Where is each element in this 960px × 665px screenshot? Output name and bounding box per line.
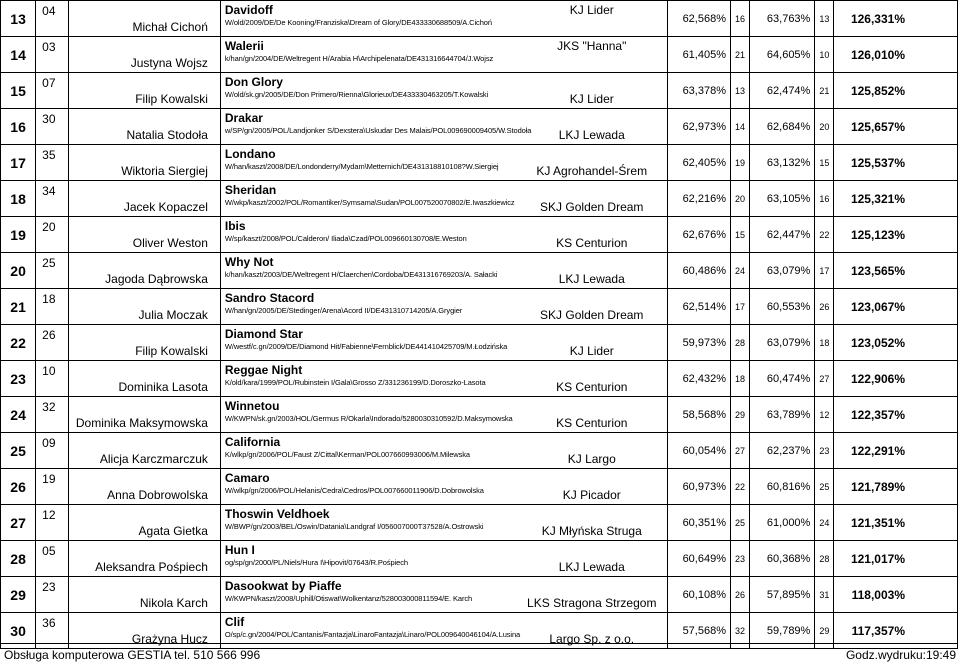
place-cell: 17: [1, 145, 36, 181]
horse-cell: [220, 37, 667, 73]
judge1-rank-cell: 13: [731, 73, 750, 109]
table-row: [1, 181, 958, 217]
judge1-rank-cell: 29: [731, 397, 750, 433]
judge1-score-cell: 60,108%: [667, 577, 730, 613]
judge2-score-cell: 63,763%: [750, 1, 815, 37]
horse-name: Hun I: [224, 543, 255, 557]
horse-name: California: [224, 435, 281, 449]
table-row: [1, 577, 958, 613]
judge2-rank-cell: 25: [815, 469, 834, 505]
horse-pedigree: W/KWPN/sk.gn/2003/HOL/Germus R/Okarla\Indorado/5280030310592/D.Maksymowska: [224, 414, 513, 423]
horse-pedigree: K/old/kara/1999/POL/Rubinstein I/Gala\Grosso Z/331236199/D.Doroszko-Lasota: [224, 378, 486, 387]
total-score-cell: 125,657%: [834, 109, 958, 145]
judge1-score-cell: 60,054%: [667, 433, 730, 469]
club-name: KS Centurion: [556, 236, 628, 250]
judge2-rank-cell: 22: [815, 217, 834, 253]
judge2-rank-cell: 29: [815, 613, 834, 649]
start-number-cell: 09: [36, 433, 69, 469]
total-score-cell: 123,052%: [834, 325, 958, 361]
rider-name-cell: Aleksandra Pośpiech: [69, 541, 221, 577]
start-number-cell: 10: [36, 361, 69, 397]
rider-name-cell: Natalia Stodoła: [69, 109, 221, 145]
horse-cell: [220, 541, 667, 577]
judge1-score-cell: 60,973%: [667, 469, 730, 505]
footer-credit: Obsługa komputerowa GESTIA tel. 510 566 996: [4, 648, 261, 662]
judge1-score-cell: 62,514%: [667, 289, 730, 325]
rider-name-cell: Grażyna Hucz: [69, 613, 221, 649]
rider-name-cell: Filip Kowalski: [69, 73, 221, 109]
place-cell: 16: [1, 109, 36, 145]
total-score-cell: 121,017%: [834, 541, 958, 577]
horse-name: Dasookwat by Piaffe: [224, 579, 342, 593]
judge1-rank-cell: 20: [731, 181, 750, 217]
judge2-score-cell: 64,605%: [750, 37, 815, 73]
results-body: [1, 1, 958, 649]
horse-cell: [220, 145, 667, 181]
table-row: [1, 325, 958, 361]
table-row: [1, 433, 958, 469]
horse-cell: [220, 397, 667, 433]
judge2-score-cell: 63,079%: [750, 253, 815, 289]
judge2-rank-cell: 23: [815, 433, 834, 469]
horse-name: Londano: [224, 147, 276, 161]
judge1-score-cell: 62,568%: [667, 1, 730, 37]
horse-cell: [220, 577, 667, 613]
judge1-score-cell: 59,973%: [667, 325, 730, 361]
judge2-score-cell: 63,132%: [750, 145, 815, 181]
horse-cell: [220, 325, 667, 361]
place-cell: 21: [1, 289, 36, 325]
place-cell: 13: [1, 1, 36, 37]
start-number-cell: 18: [36, 289, 69, 325]
horse-pedigree: W/han/gn/2005/DE/Stedinger/Arena\Acord II/DE431310714205/A.Grygier: [224, 306, 463, 315]
judge1-rank-cell: 24: [731, 253, 750, 289]
horse-name: Ibis: [224, 219, 246, 233]
start-number-cell: 05: [36, 541, 69, 577]
horse-cell: [220, 109, 667, 145]
horse-cell: [220, 469, 667, 505]
horse-name: Winnetou: [224, 399, 280, 413]
horse-name: Diamond Star: [224, 327, 303, 341]
place-cell: 24: [1, 397, 36, 433]
horse-pedigree: w/SP/gn/2005/POL/Landjonker S/Dexstera\Uskudar Des Malais/POL009690009405/W.Stodoła: [224, 126, 532, 135]
judge2-rank-cell: 12: [815, 397, 834, 433]
judge1-rank-cell: 23: [731, 541, 750, 577]
total-score-cell: 117,357%: [834, 613, 958, 649]
judge1-rank-cell: 27: [731, 433, 750, 469]
club-name: SKJ Golden Dream: [540, 308, 644, 322]
total-score-cell: 123,565%: [834, 253, 958, 289]
rider-name-cell: Agata Gietka: [69, 505, 221, 541]
horse-cell: [220, 289, 667, 325]
rider-name-cell: Michał Cichoń: [69, 1, 221, 37]
judge1-score-cell: 62,973%: [667, 109, 730, 145]
start-number-cell: 19: [36, 469, 69, 505]
judge2-rank-cell: 16: [815, 181, 834, 217]
place-cell: 15: [1, 73, 36, 109]
table-row: [1, 37, 958, 73]
start-number-cell: 35: [36, 145, 69, 181]
horse-cell: [220, 181, 667, 217]
rider-name-cell: Jacek Kopaczel: [69, 181, 221, 217]
judge2-rank-cell: 24: [815, 505, 834, 541]
rider-name-cell: Anna Dobrowolska: [69, 469, 221, 505]
start-number-cell: 26: [36, 325, 69, 361]
horse-name: Clif: [224, 615, 245, 629]
table-row: [1, 145, 958, 181]
club-name: KJ Largo: [567, 452, 616, 466]
start-number-cell: 03: [36, 37, 69, 73]
total-score-cell: 118,003%: [834, 577, 958, 613]
rider-name-cell: Julia Moczak: [69, 289, 221, 325]
horse-pedigree: k/han/kaszt/2003/DE/Weltregent H/Claerchen\Cordoba/DE431316769203/A. Sałacki: [224, 270, 498, 279]
club-name: KS Centurion: [556, 380, 628, 394]
judge2-score-cell: 60,368%: [750, 541, 815, 577]
start-number-cell: 20: [36, 217, 69, 253]
table-row: [1, 1, 958, 37]
total-score-cell: 122,291%: [834, 433, 958, 469]
horse-name: Reggae Night: [224, 363, 303, 377]
table-row: [1, 289, 958, 325]
table-row: [1, 253, 958, 289]
total-score-cell: 125,321%: [834, 181, 958, 217]
place-cell: 26: [1, 469, 36, 505]
judge2-score-cell: 63,105%: [750, 181, 815, 217]
club-name: KJ Lider: [569, 3, 614, 17]
table-row: [1, 109, 958, 145]
horse-name: Sheridan: [224, 183, 277, 197]
total-score-cell: 122,906%: [834, 361, 958, 397]
judge2-score-cell: 57,895%: [750, 577, 815, 613]
start-number-cell: 34: [36, 181, 69, 217]
table-row: [1, 505, 958, 541]
horse-cell: [220, 217, 667, 253]
rider-name-cell: Dominika Maksymowska: [69, 397, 221, 433]
total-score-cell: 126,010%: [834, 37, 958, 73]
place-cell: 22: [1, 325, 36, 361]
place-cell: 20: [1, 253, 36, 289]
place-cell: 29: [1, 577, 36, 613]
horse-pedigree: W/KWPN/kaszt/2008/Uphill/Otiswat\Wolkentanz/528003000811594/E. Karch: [224, 594, 473, 603]
table-row: [1, 361, 958, 397]
start-number-cell: 07: [36, 73, 69, 109]
judge2-score-cell: 62,237%: [750, 433, 815, 469]
judge2-rank-cell: 27: [815, 361, 834, 397]
judge1-rank-cell: 21: [731, 37, 750, 73]
total-score-cell: 122,357%: [834, 397, 958, 433]
judge1-score-cell: 60,649%: [667, 541, 730, 577]
start-number-cell: 12: [36, 505, 69, 541]
club-name: Largo Sp. z o.o.: [549, 632, 635, 646]
rider-name-cell: Alicja Karczmarczuk: [69, 433, 221, 469]
judge2-score-cell: 62,474%: [750, 73, 815, 109]
club-name: KJ Lider: [569, 92, 614, 106]
horse-pedigree: O/sp/c.gn/2004/POL/Cantanis/Fantazja\LinaroFantazja\Linaro/POL009640046104/A.Lusina: [224, 630, 521, 639]
judge2-score-cell: 62,447%: [750, 217, 815, 253]
judge1-rank-cell: 15: [731, 217, 750, 253]
horse-name: Walerii: [224, 39, 264, 53]
start-number-cell: 32: [36, 397, 69, 433]
horse-pedigree: W/westf/c.gn/2009/DE/Diamond Hit/Fabienne\Fernblick/DE441410425709/M.Łodzińska: [224, 342, 508, 351]
club-name: LKJ Lewada: [558, 272, 625, 286]
start-number-cell: 04: [36, 1, 69, 37]
start-number-cell: 23: [36, 577, 69, 613]
rider-name-cell: Nikola Karch: [69, 577, 221, 613]
club-name: LKJ Lewada: [558, 128, 625, 142]
place-cell: 18: [1, 181, 36, 217]
place-cell: 27: [1, 505, 36, 541]
rider-name-cell: Filip Kowalski: [69, 325, 221, 361]
judge1-score-cell: 62,432%: [667, 361, 730, 397]
horse-name: Don Glory: [224, 75, 283, 89]
horse-pedigree: W/old/sk.gn/2005/DE/Don Primero/Rienna\Glorieux/DE433330463205/T.Kowalski: [224, 90, 489, 99]
judge1-score-cell: 62,405%: [667, 145, 730, 181]
horse-name: Drakar: [224, 111, 263, 125]
judge1-rank-cell: 22: [731, 469, 750, 505]
rider-name-cell: Jagoda Dąbrowska: [69, 253, 221, 289]
horse-pedigree: k/han/gn/2004/DE/Weltregent H/Arabia H\Archipelenata/DE431316644704/J.Wojsz: [224, 54, 494, 63]
start-number-cell: 25: [36, 253, 69, 289]
club-name: LKS Stragona Strzegom: [527, 596, 657, 610]
judge2-rank-cell: 10: [815, 37, 834, 73]
total-score-cell: 121,789%: [834, 469, 958, 505]
judge1-score-cell: 61,405%: [667, 37, 730, 73]
judge2-rank-cell: 15: [815, 145, 834, 181]
horse-cell: [220, 433, 667, 469]
horse-name: Davidoff: [224, 3, 273, 17]
judge2-score-cell: 62,684%: [750, 109, 815, 145]
print-time: Godz.wydruku:19:49: [845, 648, 956, 662]
judge2-score-cell: 63,079%: [750, 325, 815, 361]
total-score-cell: 121,351%: [834, 505, 958, 541]
judge2-rank-cell: 17: [815, 253, 834, 289]
judge2-score-cell: 60,816%: [750, 469, 815, 505]
judge1-score-cell: 62,216%: [667, 181, 730, 217]
judge1-rank-cell: 14: [731, 109, 750, 145]
judge2-rank-cell: 26: [815, 289, 834, 325]
total-score-cell: 125,123%: [834, 217, 958, 253]
judge1-rank-cell: 19: [731, 145, 750, 181]
judge2-rank-cell: 21: [815, 73, 834, 109]
horse-cell: [220, 1, 667, 37]
club-name: SKJ Golden Dream: [540, 200, 644, 214]
club-name: KJ Lider: [569, 344, 614, 358]
start-number-cell: 30: [36, 109, 69, 145]
judge2-rank-cell: 13: [815, 1, 834, 37]
table-row: [1, 217, 958, 253]
club-name: KJ Agrohandel-Śrem: [536, 164, 648, 178]
club-name: KJ Młyńska Struga: [541, 524, 642, 538]
judge1-rank-cell: 32: [731, 613, 750, 649]
table-row: [1, 73, 958, 109]
total-score-cell: 123,067%: [834, 289, 958, 325]
judge1-score-cell: 57,568%: [667, 613, 730, 649]
club-name: JKS "Hanna": [557, 39, 627, 53]
judge1-rank-cell: 17: [731, 289, 750, 325]
judge2-rank-cell: 31: [815, 577, 834, 613]
horse-pedigree: W/wlkp/gn/2006/POL/Helanis/Cedra\Cedros/POL007660011906/D.Dobrowolska: [224, 486, 484, 495]
start-number-cell: 36: [36, 613, 69, 649]
club-name: KJ Picador: [562, 488, 621, 502]
rider-name-cell: Wiktoria Siergiej: [69, 145, 221, 181]
judge1-rank-cell: 28: [731, 325, 750, 361]
total-score-cell: 125,537%: [834, 145, 958, 181]
judge1-score-cell: 58,568%: [667, 397, 730, 433]
rider-name-cell: Dominika Lasota: [69, 361, 221, 397]
horse-pedigree: og/sp/gn/2000/PL/Niels/Hura I\Hipovit/07643/R.Pośpiech: [224, 558, 408, 567]
judge1-rank-cell: 25: [731, 505, 750, 541]
judge2-score-cell: 61,000%: [750, 505, 815, 541]
horse-cell: [220, 253, 667, 289]
horse-name: Sandro Stacord: [224, 291, 315, 305]
place-cell: 14: [1, 37, 36, 73]
club-name: LKJ Lewada: [558, 560, 625, 574]
horse-pedigree: K/wlkp/gn/2006/POL/Faust Z/Cittal\Kerman/POL007660993006/M.Milewska: [224, 450, 470, 459]
horse-cell: [220, 505, 667, 541]
judge2-score-cell: 60,474%: [750, 361, 815, 397]
judge1-rank-cell: 26: [731, 577, 750, 613]
horse-name: Camaro: [224, 471, 270, 485]
total-score-cell: 126,331%: [834, 1, 958, 37]
place-cell: 23: [1, 361, 36, 397]
place-cell: 30: [1, 613, 36, 649]
judge2-rank-cell: 28: [815, 541, 834, 577]
horse-cell: [220, 73, 667, 109]
horse-pedigree: W/sp/kaszt/2008/POL/Calderon/ Iliada\Czad/POL009660130708/E.Weston: [224, 234, 467, 243]
judge2-score-cell: 60,553%: [750, 289, 815, 325]
judge2-score-cell: 63,789%: [750, 397, 815, 433]
judge1-score-cell: 60,486%: [667, 253, 730, 289]
club-name: KS Centurion: [556, 416, 628, 430]
rider-name-cell: Oliver Weston: [69, 217, 221, 253]
judge1-rank-cell: 18: [731, 361, 750, 397]
horse-pedigree: W/wkp/kaszt/2002/POL/Romantiker/Symsama\Sudan/POL007520070802/E.Iwaszkiewicz: [224, 198, 515, 207]
place-cell: 28: [1, 541, 36, 577]
judge1-score-cell: 63,378%: [667, 73, 730, 109]
horse-pedigree: W/han/kaszt/2008/DE/Londonderry/Mydam\Metternich/DE431318810108?W.Siergiej: [224, 162, 499, 171]
horse-name: Thoswin Veldhoek: [224, 507, 330, 521]
total-score-cell: 125,852%: [834, 73, 958, 109]
horse-pedigree: W/old/2009/DE/De Kooning/Franziska\Dream of Glory/DE433330688509/A.Cichoń: [224, 18, 492, 27]
judge1-score-cell: 60,351%: [667, 505, 730, 541]
horse-name: Why Not: [224, 255, 274, 269]
horse-pedigree: W/BWP/gn/2003/BEL/Oswin/Datania\Landgraf I/056007000T37528/A.Ostrowski: [224, 522, 484, 531]
judge2-score-cell: 59,789%: [750, 613, 815, 649]
judge2-rank-cell: 20: [815, 109, 834, 145]
place-cell: 25: [1, 433, 36, 469]
judge2-rank-cell: 18: [815, 325, 834, 361]
table-row: [1, 541, 958, 577]
table-row: [1, 397, 958, 433]
horse-cell: [220, 361, 667, 397]
judge1-rank-cell: 16: [731, 1, 750, 37]
table-row: [1, 469, 958, 505]
footer-divider: [0, 643, 958, 644]
place-cell: 19: [1, 217, 36, 253]
judge1-score-cell: 62,676%: [667, 217, 730, 253]
rider-name-cell: Justyna Wojsz: [69, 37, 221, 73]
